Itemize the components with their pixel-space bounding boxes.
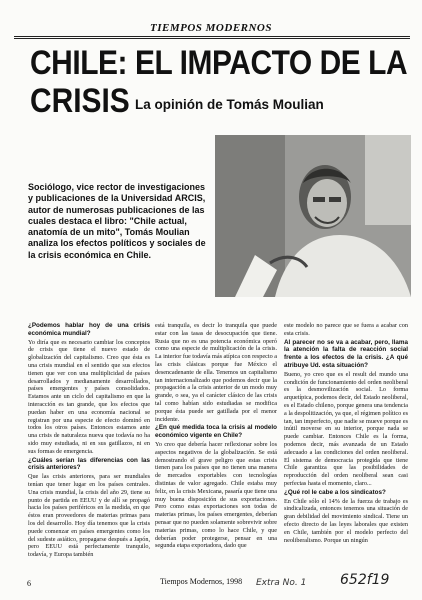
headline-line-2: CRISIS [30,82,130,120]
publication-footer: Tiempos Modernos, 1998 [160,577,243,586]
article-column-3 [284,322,408,567]
answer-paragraph: Yo diría que es necesario cambiar los conceptos de crisis que tiene el nuevo estado de globalización del capitalismo. Creo que ésta es una crisis mundial en el sentido que sus efectos tienen que ver con una multiplicidad de países desarrollados y medianamente desarrollados, países emergentes y países consolidados. Estamos ante un ciclo del capitalismo en que la interacción es tan grande, que los efectos que puedan haber en una economía nacional se registran por una especie de efecto dominó en todos los otros países. Entonces estamos ante una crisis de naturaleza nueva que todavía no ha sido muy estudiada, ni en sus gatillazos, ni en sus formas de emergencia. [28,338,150,455]
intro-paragraph: Sociólogo, vice rector de investigaciones y publicaciones de la Universidad ARCIS, autor de numerosas publicaciones de las cuales destaca el libro: "Chile actual, anatomía de un mito", Tomás Moulian analiza los efectos políticos y sociales de la crisis económica en Chile. [28,182,206,260]
answer-paragraph: Bueno, yo creo que es el result del mundo una condición de funcionamiento del orden neoliberal es la desmovilización social. Lo forma arquetípica, podemos decir, del Estado neoliberal, es el Estado chileno, porque genera una tendencia a la despolitización, ya que, el régimen político es tan, tan imperfecto, que nadie se mueve porque es inútil moverse en su interior, porque nada se puede cambiar. Entonces Chile es la forma, podemos decir, más avanzada de un Estado adecuado a las condiciones del orden neoliberal. El sistema de democracia protegida que tiene Chile garantiza que las posibilidades de reproducción del orden neoliberal sean casi perfectas hasta el momento, claro... [284,370,408,487]
handwritten-note: Extra No. 1 [256,578,307,588]
header-rule-secondary [14,38,410,39]
page-number: 6 [27,579,31,588]
portrait-photo [215,135,411,297]
answer-paragraph: este modelo no parece que se fuera a acabar con esta crisis. [284,322,408,337]
section-header: TIEMPOS MODERNOS [150,22,272,34]
headline-line-1: CHILE: EL IMPACTO DE LA [30,44,408,82]
article-column-2 [155,322,277,567]
article-column-1 [28,322,150,567]
portrait-photo-illustration [215,135,411,297]
answer-paragraph: Que las crisis anteriores, para ser mundiales tenían que tener lugar en los países centrales. Una crisis mundial, la crisis del año 29, tiene su punto de partida en EEUU y de allí se propagó hacia los países periféricos en la medida, en que éstos eran proveedores de materias primas para los del desarrollo. Hoy día tenemos que la crisis puede comenzar en países emergentes como los del sudeste asiático, propagarse después a Japón, pero EEUU está perfectamente tranquilo, todavía, y Europa también [28,473,150,559]
question: ¿Cuáles serían las diferencias con las crisis anteriores? [28,456,150,472]
question: ¿Podemos hablar hoy de una crisis económica mundial? [28,322,150,337]
handwritten-catalog-number: 652f19 [340,572,390,588]
answer-paragraph: En Chile sólo el 14% de la fuerza de trabajo es sindicalizada, entonces tenemos una situación de gran debilidad del movimiento sindical. Tiene un efecto directo de las leyes laborales que existen en Chile, también por el modelo perfecto del neoliberalismo. Porque un ningún [284,497,408,544]
header-rule [14,36,410,37]
article-subtitle: La opinión de Tomás Moulian [135,97,324,112]
question: ¿Qué rol le cabe a los sindicatos? [284,488,386,496]
answer-paragraph: está tranquila, es decir lo tranquila que puede estar con las tasas de desocupación que tiene. Rusia que no es una potencia económica operó como una especie de multiplicación de la crisis. La interior fue todavía más atípica con respecto a las crisis clásicas porque fue México el desencadenante de ella. Tenemos un capitalismo tan internacionalizado que podemos decir que la propagación a la crisis anterior de un modo muy grande, o sea, ya el carácter clásico de las crisis tal como habían sido estudiadas se modifica porque ésta puede ser gatillada por el menor incidente. [155,322,277,423]
question: Al parecer no se va a acabar, pero, llama la atención la falta de reacción social frente a los efectos de la crisis. ¿A qué atribuye Ud. esta situación? [284,338,408,369]
answer-paragraph: Yo creo que debería hacer reflexionar sobre los aspectos negativos de la globalización. Se está demostrando el grave peligro que estas crisis tienen para los países que no tienen una manera de mercados exportables con tecnologías distintas de valor agregado. Chile estaba muy feliz, en la crisis Mexicana, pasaría que tiene una muy buena disposición de sus exportaciones. Pero como estas exportaciones son todas de materias primas, los países emergentes, deberían pensar que no pueden solamente sobrevivir sobre materias primas, como lo hace Chile, y que deberían poder protegerse, pensar en una segunda etapa exportadora, dado que [155,440,277,550]
question: ¿En qué medida toca la crisis al modelo económico vigente en Chile? [155,424,277,440]
